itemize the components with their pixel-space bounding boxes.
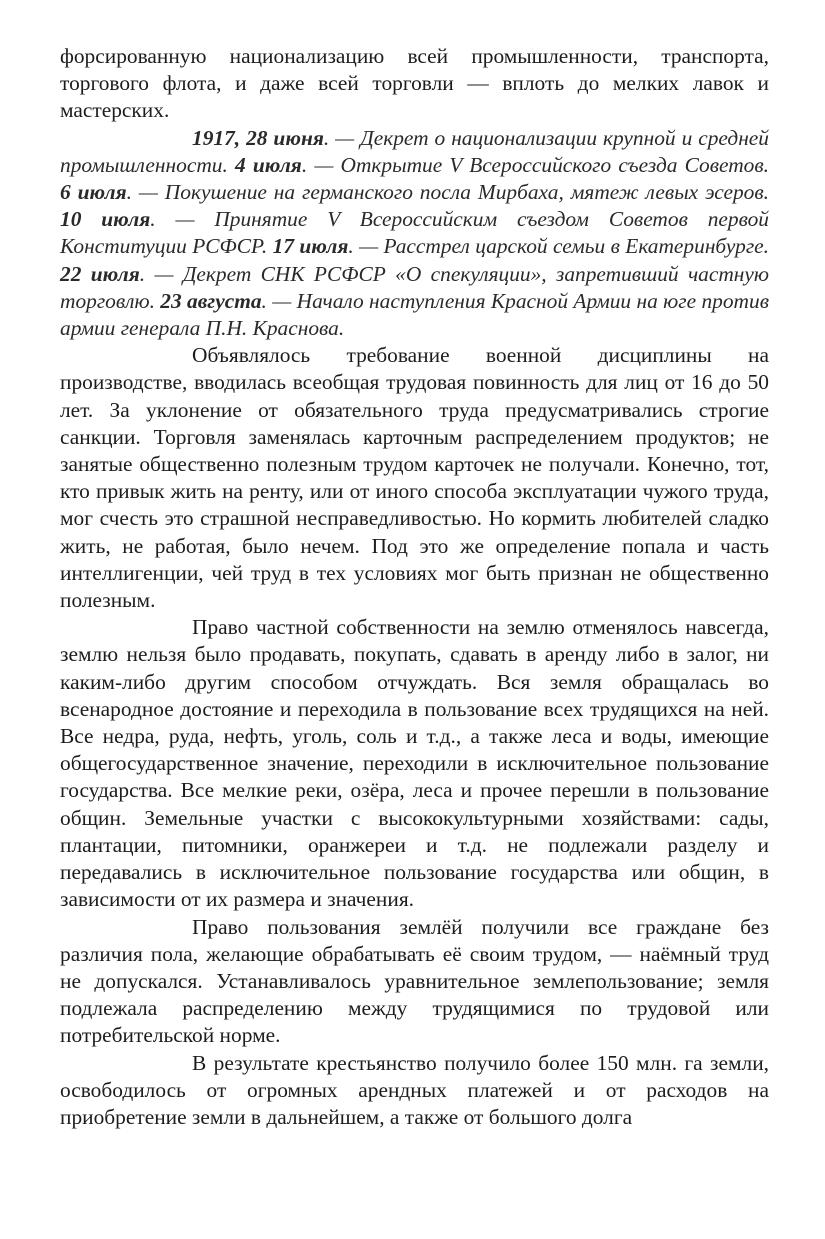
paragraph-intro: форсированную национализацию всей промышленности, транспорта, торгового флота, и даже всей торговли — вплоть до мелких лавок и мастерских. bbox=[60, 44, 769, 123]
chronology-event: . — Покушение на германского посла Мирбаха, мятеж левых эсеров. bbox=[126, 180, 769, 205]
paragraph-land-use: Право пользования землёй получили все граждане без различия пола, желающие обрабатывать её своим трудом, — наёмный труд не допускался. Устанавливалось уравнительное землепользование; земля подлежала распределению между трудящимися по трудовой или потребительской норме. bbox=[60, 914, 769, 1048]
chronology-date: 1917, 28 июня bbox=[192, 125, 324, 150]
chronology-event: . — Начало наступления Красной Армии на юге против армии генерала П.Н. Краснова. bbox=[60, 288, 769, 341]
chronology-event: . — Принятие V Всероссийским съездом Советов первой Конституции РСФСР. bbox=[60, 207, 769, 259]
chronology-date: 4 июля bbox=[234, 152, 302, 177]
paragraph-labor-duty: Объявлялось требование военной дисциплины на производстве, вводилась всеобщая трудовая повинность для лиц от 16 до 50 лет. За уклонение от обязательного труда предусматривались строгие санкции. Торговля заменялась карточным распределением продуктов; не занятые общественно полезным трудом карточек не получали. Конечно, тот, кто привык жить на ренту, или от иного способа эксплуатации чужого труда, мог счесть это страшной несправедливостью. Но кормить любителей сладко жить, не работая, было нечем. Под это же определение попала и часть интеллигенции, чей труд в тех условиях мог быть признан не общественно полезным. bbox=[60, 343, 769, 613]
chronology-event: . — Декрет СНК РСФСР «О спекуляции», запретивший частную торговлю. bbox=[60, 261, 769, 313]
chronology-paragraph bbox=[60, 125, 769, 343]
chronology-event: . — Открытие V Всероссийского съезда Советов. bbox=[301, 152, 769, 177]
chronology-event: . — Декрет о национализации крупной и средней промышленности. bbox=[60, 125, 769, 177]
chronology-date: 23 августа bbox=[160, 288, 262, 313]
chronology-date: 22 июля bbox=[60, 261, 140, 286]
chronology-date: 6 июля bbox=[60, 180, 127, 205]
page-text bbox=[60, 43, 769, 1131]
paragraph-land-ownership: Право частной собственности на землю отменялось навсегда, землю нельзя было продавать, покупать, сдавать в аренду либо в залог, ни каким-либо другим способом отчуждать. Вся земля обращалась во всенародное достояние и переходила в пользование всех трудящихся на ней. Все недра, руда, нефть, уголь, соль и т.д., а также леса и воды, имеющие общегосударственное значение, переходили в исключительное пользование государства. Все мелкие реки, озёра, леса и прочее перешли в пользование общин. Земельные участки с высококультурными хозяйствами: сады, плантации, питомники, оранжереи и т.д. не подлежали разделу и передавались в исключительное пользование государства или общин, в зависимости от их размера и значения. bbox=[60, 615, 769, 912]
chronology-event: . — Расстрел царской семьи в Екатеринбурге. bbox=[348, 234, 769, 259]
chronology-date: 10 июля bbox=[60, 207, 151, 232]
paragraph-result: В результате крестьянство получило более 150 млн. га земли, освободилось от огромных арендных платежей и от расходов на приобретение земли в дальнейшем, а также от большого долга bbox=[60, 1050, 769, 1129]
chronology-date: 17 июля bbox=[272, 234, 349, 259]
